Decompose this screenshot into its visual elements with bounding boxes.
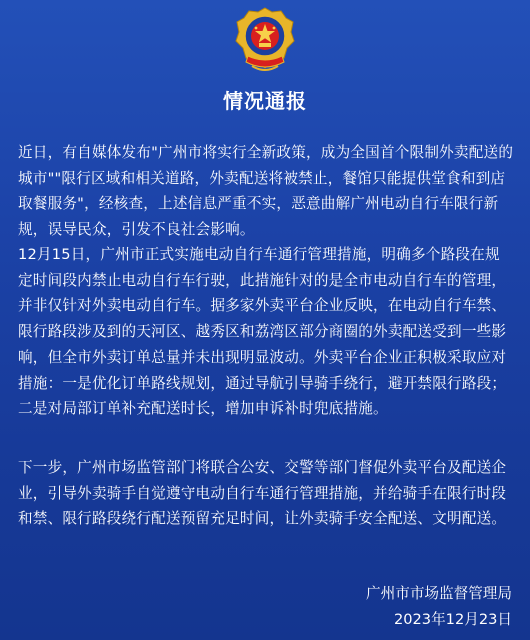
signature-date: 2023年12月23日 (393, 611, 512, 628)
notice-paragraph-1: 近日，有自媒体发布"广州市将实行全新政策，成为全国首个限制外卖配送的城市""限行区域和相关道路，外卖配送将被禁止，餐馆只能提供堂食和到店取餐服务"，经核查，上述信息严重不实，恶意曲解广州电动自行车限行新规，误导民众，引发不良社会影响。 (18, 144, 514, 239)
signature-organization: 广州市市场监督管理局 (366, 585, 512, 602)
police-emblem-icon (234, 6, 296, 76)
notice-paragraph-3: 下一步，广州市场监管部门将联合公安、交警等部门督促外卖平台及配送企业，引导外卖骑手自觉遵守电动自行车通行管理措施，并给骑手在限行时段和禁、限行路段绕行配送预留充足时间，让外卖骑手安全配送、文明配送。 (18, 459, 507, 528)
notice-title: 情况通报 (223, 89, 307, 113)
notice-paragraph-2: 12月15日，广州市正式实施电动自行车通行管理措施，明确多个路段在规定时间段内禁止电动自行车行驶，此措施针对的是全市电动自行车的管理，并非仅针对外卖电动自行车。据多家外卖平台企业反映，在电动自行车禁、限行路段涉及到的天河区、越秀区和荔湾区部分商圈的外卖配送受到一些影响，但全市外卖订单总量并未出现明显波动。外卖平台企业正积极采取应对措施：一是优化订单路线规划，通过导航引导骑手绕行，避开禁限行路段；二是对局部订单补充配送时长，增加申诉补时兜底措施。 (18, 246, 507, 418)
